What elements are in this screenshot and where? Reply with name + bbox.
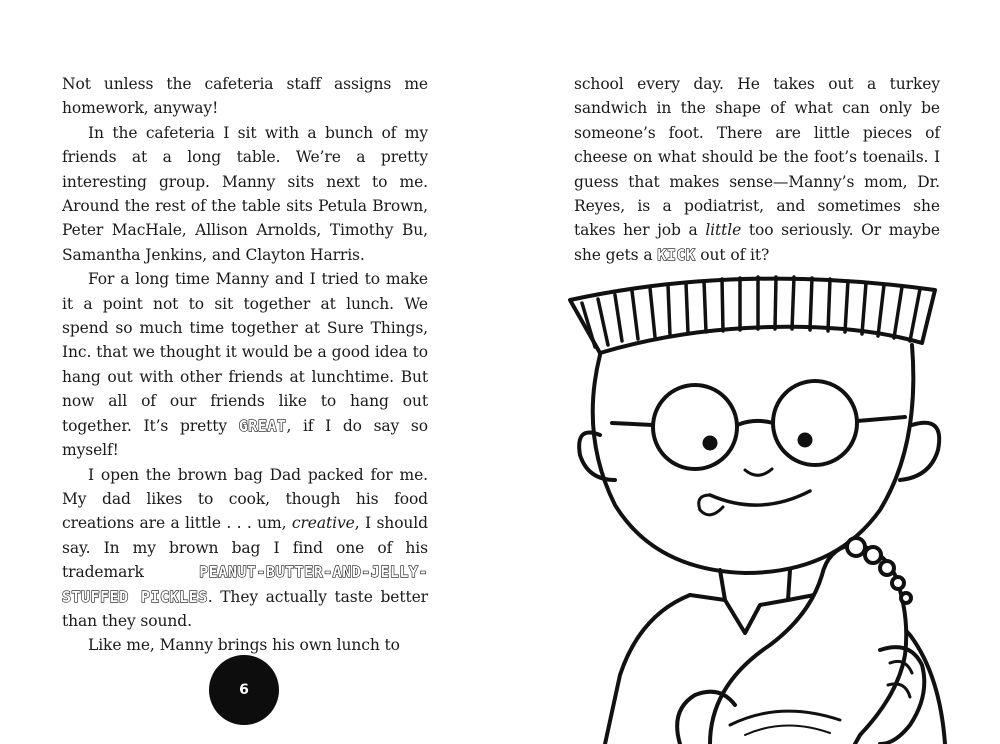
left-page-text bbox=[62, 72, 428, 658]
left-paragraph bbox=[62, 72, 428, 121]
right-paragraph bbox=[574, 72, 940, 267]
right-page-text bbox=[574, 72, 940, 267]
body-text: In the cafeteria I sit with a bunch of my friends at a long table. We’re a pretty interesting group. Manny sits next to me. Around the rest of the table sits Petula Brown, Peter MacHale, Allison Arnolds, Timothy Bu, Samantha Jenkins, and Clayton Harris. bbox=[62, 123, 428, 264]
italic-text: creative bbox=[291, 514, 355, 533]
right-pupil-icon bbox=[799, 434, 811, 446]
body-text: Like me, Manny brings his own lunch to bbox=[88, 636, 400, 655]
emphasized-text: PEANUT-BUTTER-AND-JELLY-STUFFED PICKLES bbox=[62, 563, 428, 606]
body-text: For a long time Manny and I tried to make it a point not to sit together at lunch. We spend so much time together at Sure Things, Inc. that we thought it would be a good idea to hang out with other friends at lunchtime. But now all of our friends like to hang out together. It’s pretty bbox=[62, 270, 428, 435]
italic-text: little bbox=[705, 221, 742, 240]
hair-icon bbox=[570, 277, 935, 353]
body-text: out of it? bbox=[695, 245, 770, 264]
body-text: . They actually taste better than they sound. bbox=[62, 587, 428, 630]
left-pupil-icon bbox=[704, 437, 716, 449]
nose-icon bbox=[745, 469, 772, 475]
foot-sandwich-icon bbox=[710, 538, 911, 744]
body-text: , I should say. In my brown bag I find one of his trademark bbox=[62, 514, 428, 582]
mouth-icon bbox=[710, 491, 810, 505]
emphasized-text: GREAT bbox=[238, 416, 287, 435]
body-text: too seriously. Or maybe she gets a bbox=[574, 221, 941, 264]
left-paragraph bbox=[62, 121, 428, 267]
left-paragraph bbox=[62, 267, 428, 462]
left-paragraph bbox=[62, 463, 428, 634]
body-text: I open the brown bag Dad packed for me. My dad likes to cook, though his food creations are a little . . . um, bbox=[62, 465, 428, 533]
glasses-icon bbox=[612, 381, 905, 469]
right-page bbox=[500, 0, 1000, 744]
page-number-badge bbox=[209, 655, 279, 725]
body-text: Not unless the cafeteria staff assigns me homework, anyway! bbox=[62, 75, 428, 118]
face-outline-icon bbox=[593, 345, 914, 573]
emphasized-text: KICK bbox=[657, 245, 696, 264]
page-number: 6 bbox=[239, 682, 249, 698]
body-text: school every day. He takes out a turkey sandwich in the shape of what can only be someone’s foot. There are little pieces of cheese on what should be the foot’s toenails. I guess that makes sense—Manny’s mom, Dr. Reyes, is a podiatrist, and sometimes she takes her job a bbox=[574, 75, 940, 240]
boy-eating-foot-sandwich-illustration bbox=[560, 255, 1000, 744]
body-text: , if I do say so myself! bbox=[62, 416, 428, 460]
